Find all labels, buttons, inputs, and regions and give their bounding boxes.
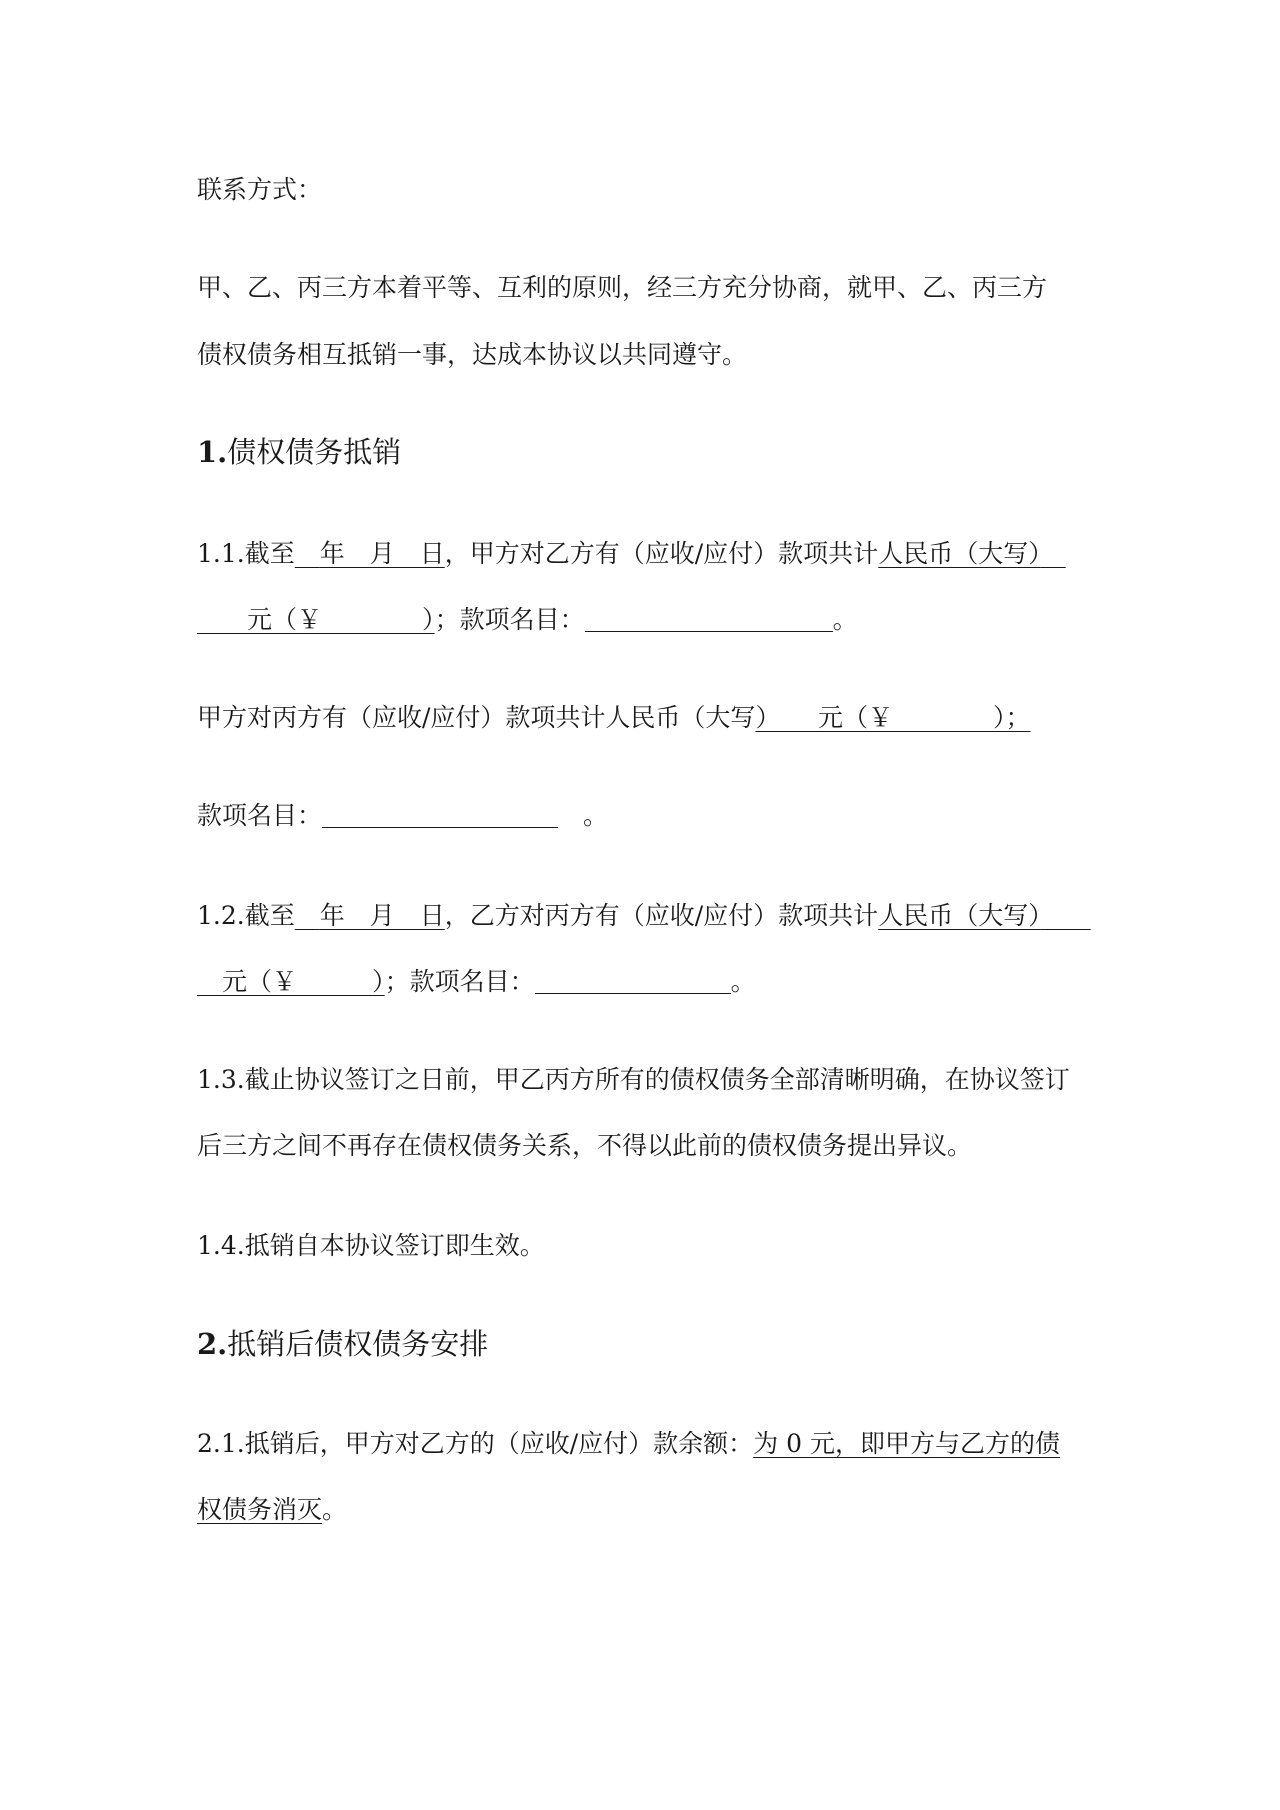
clause-2-1-underlined-2: 权债务消灭 — [197, 1495, 323, 1524]
clause-1-4: 1.4.抵销自本协议签订即生效。 — [197, 1231, 545, 1260]
clause-1-1b-line-1 — [197, 700, 1030, 736]
clause-1-2-end: 。 — [730, 967, 756, 996]
clause-1-1-line-1 — [197, 536, 1066, 572]
clause-2-1-end: 。 — [322, 1495, 348, 1524]
section-2-number: 2. — [197, 1327, 228, 1361]
section-1-title: 债权债务抵销 — [227, 435, 402, 469]
clause-1-3-line-1: 1.3.截止协议签订之日前，甲乙丙方所有的债权债务全部清晰明确，在协议签订 — [197, 1065, 1070, 1094]
intro-line-1: 甲、乙、丙三方本着平等、互利的原则，经三方充分协商，就甲、乙、丙三方 — [197, 273, 1048, 302]
section-2-title: 抵销后债权债务安排 — [227, 1327, 489, 1361]
clause-1-2-mid: ，乙方对丙方有（应收/应付）款项共计 — [444, 901, 879, 930]
clause-1-2-prefix: 1.2.截至 — [197, 901, 295, 930]
clause-1-1b-item-label: 款项名目： — [197, 801, 323, 830]
clause-1-1-amount: 元（￥ ） — [247, 605, 435, 634]
clause-2-1-line-1 — [197, 1426, 1060, 1462]
clause-1-1-mid: ，甲方对乙方有（应收/应付）款项共计 — [444, 539, 879, 568]
section-2-heading — [197, 1324, 488, 1364]
clause-1-1b-item-blank — [322, 801, 558, 828]
clause-1-1-date: 年 月 日 — [319, 539, 445, 568]
clause-1-1-item-blank — [585, 605, 833, 632]
clause-1-2-rmb: 人民币（大写） — [878, 901, 1041, 930]
clause-1-2-amount: 元（￥ ） — [222, 967, 385, 996]
contact-label: 联系方式： — [197, 175, 323, 204]
clause-1-1b-prefix: 甲方对丙方有（应收/应付）款项共计人民币（大写 — [197, 703, 756, 732]
clause-1-3-line-2: 后三方之间不再存在债权债务关系，不得以此前的债权债务提出异议。 — [197, 1131, 973, 1160]
intro-line-2: 债权债务相互抵销一事，达成本协议以共同遵守。 — [197, 340, 748, 369]
clause-1-1b-end: 。 — [583, 801, 609, 830]
section-1-heading — [197, 432, 401, 472]
clause-1-1b-line-2 — [197, 798, 608, 834]
clause-1-2-line-1 — [197, 898, 1091, 934]
clause-1-2-line-2 — [197, 964, 756, 1000]
clause-1-1-line-2 — [197, 602, 858, 638]
clause-2-1-underlined-1: 为 0 元，即甲方与乙方的债 — [753, 1429, 1060, 1458]
clause-1-2-item-blank — [535, 967, 731, 994]
clause-1-1b-amount: ） 元（￥ ）； — [755, 703, 1031, 732]
section-1-number: 1. — [197, 435, 228, 469]
clause-1-2-date: 年 月 日 — [319, 901, 445, 930]
clause-1-1-prefix: 1.1.截至 — [197, 539, 295, 568]
clause-2-1-line-2 — [197, 1492, 347, 1528]
clause-1-2-item-label: ；款项名目： — [384, 967, 535, 996]
clause-1-1-end: 。 — [832, 605, 858, 634]
clause-1-1-item-label: ；款项名目： — [434, 605, 585, 634]
clause-2-1-prefix: 2.1.抵销后，甲方对乙方的（应收/应付）款余额： — [197, 1429, 754, 1458]
clause-1-1-rmb: 人民币（大写） — [878, 539, 1041, 568]
